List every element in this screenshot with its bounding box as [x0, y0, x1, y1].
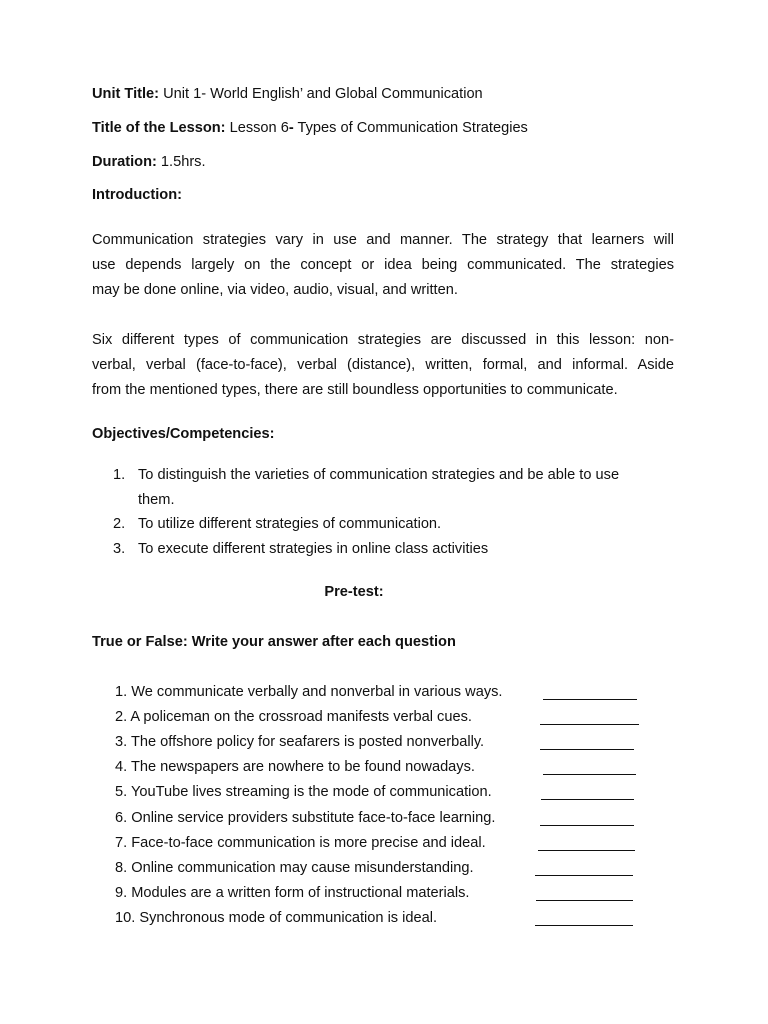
- unit-title-value: Unit 1- World English’ and Global Communication: [159, 86, 483, 102]
- objective-item-1: [113, 463, 653, 512]
- objective-text: To utilize different strategies of communication.: [138, 516, 442, 532]
- answer-blank[interactable]: [535, 925, 633, 926]
- paragraph-line: use depends largely on the concept or idea being communicated. The strategies: [92, 257, 674, 273]
- question-item: 10. Synchronous mode of communication is ideal.: [115, 909, 438, 926]
- objective-text: To execute different strategies in online class activities: [138, 541, 489, 557]
- intro-paragraph-1: [92, 228, 674, 303]
- answer-blank[interactable]: [543, 699, 637, 700]
- duration-value: 1.5hrs.: [156, 154, 206, 170]
- objective-item-3: [113, 537, 653, 562]
- lesson-title-value-b: Types of Communication Strategies: [293, 120, 528, 136]
- paragraph-line: may be done online, via video, audio, visual, and written.: [92, 282, 458, 298]
- lesson-title-line: [92, 120, 528, 136]
- question-item: 3. The offshore policy for seafarers is posted nonverbally.: [115, 734, 485, 751]
- objective-item-2: [113, 512, 653, 537]
- answer-blank[interactable]: [541, 799, 634, 800]
- answer-blank[interactable]: [540, 724, 639, 725]
- objective-number: 2.: [113, 516, 126, 532]
- paragraph-line: Communication strategies vary in use and manner. The strategy that learners will: [92, 232, 674, 248]
- paragraph-line: from the mentioned types, there are still boundless opportunities to communicate.: [92, 382, 618, 398]
- lesson-title-value-a: Lesson 6: [225, 120, 289, 136]
- pretest-instruction: True or False: Write your answer after each question: [92, 634, 456, 650]
- objective-number: 3.: [113, 541, 126, 557]
- question-item: 4. The newspapers are nowhere to be found nowadays.: [115, 759, 475, 776]
- answer-blank[interactable]: [540, 749, 634, 750]
- objectives-heading: Objectives/Competencies:: [92, 426, 275, 442]
- question-item: 7. Face-to-face communication is more precise and ideal.: [115, 834, 486, 851]
- objective-number: 1.: [113, 467, 126, 483]
- intro-paragraph-2: [92, 328, 674, 403]
- question-item: 6. Online service providers substitute face-to-face learning.: [115, 809, 496, 826]
- unit-title-label: Unit Title:: [92, 86, 160, 102]
- paragraph-line: verbal, verbal (face-to-face), verbal (distance), written, formal, and informal. Aside: [92, 357, 674, 373]
- objective-text: To distinguish the varieties of communication strategies and be able to use them.: [138, 467, 620, 508]
- introduction-heading: Introduction:: [92, 187, 182, 203]
- duration-label: Duration:: [92, 154, 157, 170]
- question-item: 2. A policeman on the crossroad manifests verbal cues.: [115, 709, 472, 726]
- unit-title-line: [92, 86, 483, 102]
- duration-line: [92, 154, 206, 170]
- lesson-title-dash: -: [288, 120, 294, 136]
- pretest-heading: Pre-test:: [324, 584, 384, 600]
- lesson-title-label: Title of the Lesson:: [92, 120, 226, 136]
- question-item: 8. Online communication may cause misunderstanding.: [115, 859, 474, 876]
- question-item: 9. Modules are a written form of instructional materials.: [115, 884, 470, 901]
- answer-blank[interactable]: [543, 774, 636, 775]
- answer-blank[interactable]: [536, 900, 633, 901]
- answer-blank[interactable]: [540, 825, 634, 826]
- answer-blank[interactable]: [535, 875, 633, 876]
- question-item: 1. We communicate verbally and nonverbal in various ways.: [115, 684, 503, 700]
- answer-blank[interactable]: [538, 850, 635, 851]
- question-item: 5. YouTube lives streaming is the mode of communication.: [115, 784, 492, 801]
- paragraph-line: Six different types of communication strategies are discussed in this lesson: non-: [92, 332, 674, 348]
